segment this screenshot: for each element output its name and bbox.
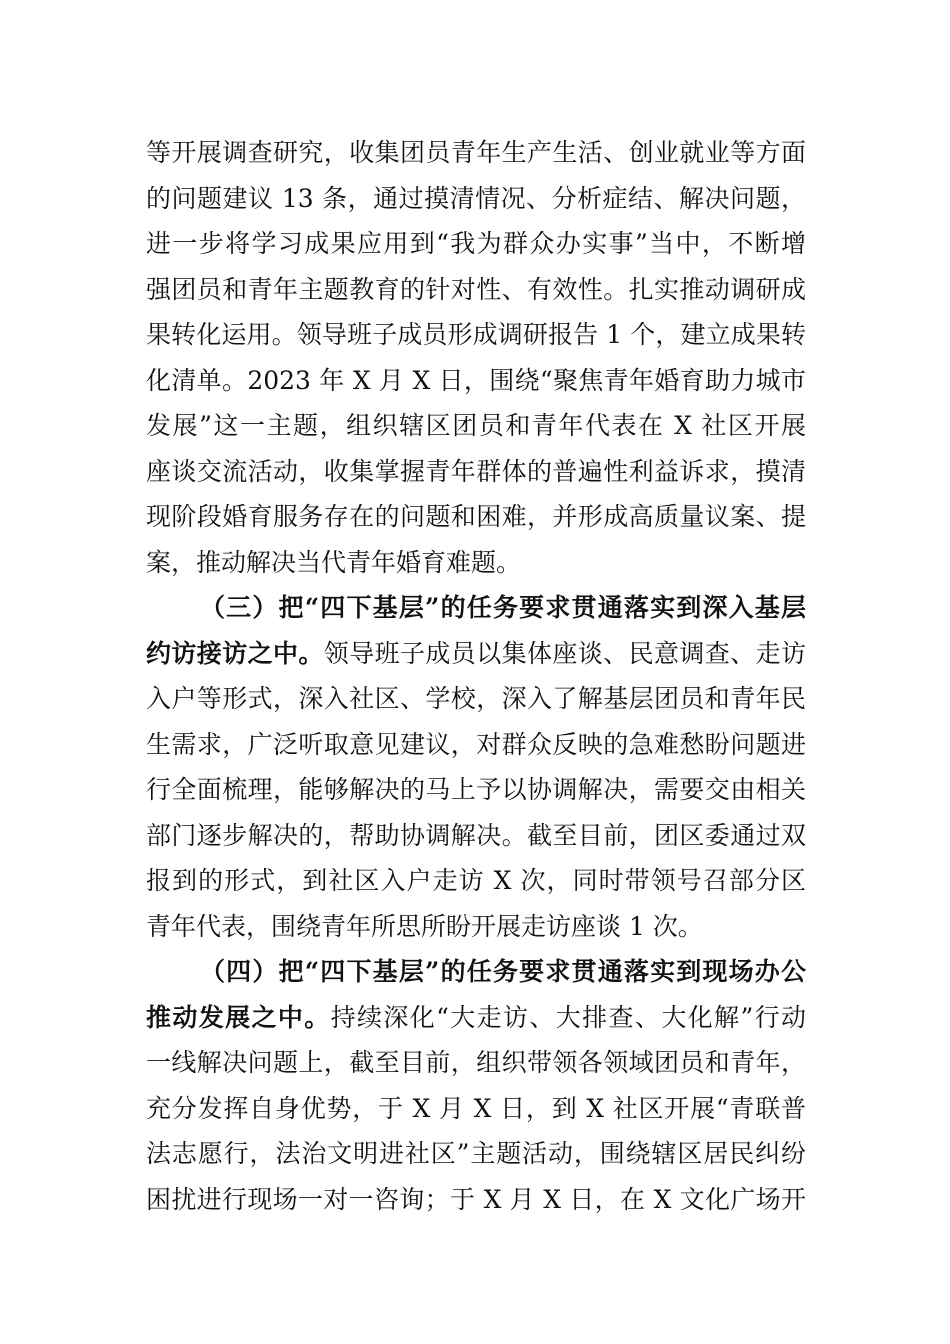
text-line: 案，推动解决当代青年婚育难题。 bbox=[146, 547, 522, 577]
section-heading-4: （四）把“四下基层”的任务要求贯通落实到现场办公 bbox=[200, 957, 806, 986]
text-line: 等开展调查研究，收集团员青年生产生活、创业就业等方面 bbox=[146, 138, 806, 167]
paragraph-3 bbox=[146, 949, 806, 1222]
text-line bbox=[146, 631, 806, 677]
paragraph-2 bbox=[146, 585, 806, 949]
text-line: 化清单。2023 年 X 月 X 日，围绕“聚焦青年婚育助力城市 bbox=[146, 365, 806, 395]
text-line: 行全面梳理，能够解决的马上予以协调解决，需要交由相关 bbox=[146, 775, 806, 804]
text-line: 困扰进行现场一对一咨询；于 X 月 X 日，在 X 文化广场开 bbox=[146, 1184, 806, 1214]
paragraph-1 bbox=[146, 130, 806, 585]
section-heading-3-continuation: 约访接访之中。 bbox=[146, 638, 324, 668]
section-heading-4-continuation: 推动发展之中。 bbox=[146, 1002, 331, 1032]
text-line: 座谈交流活动，收集掌握青年群体的普遍性利益诉求，摸清 bbox=[146, 456, 806, 486]
text-line: 果转化运用。领导班子成员形成调研报告 1 个，建立成果转 bbox=[146, 320, 806, 349]
text-line: 报到的形式，到社区入户走访 X 次，同时带领号召部分区 bbox=[146, 866, 806, 895]
document-body bbox=[146, 130, 806, 1222]
text-line: 现阶段婚育服务存在的问题和困难，并形成高质量议案、提 bbox=[146, 502, 806, 531]
text-line: 部门逐步解决的，帮助协调解决。截至目前，团区委通过双 bbox=[146, 820, 806, 850]
text-line: 进一步将学习成果应用到“我为群众办实事”当中，不断增 bbox=[146, 229, 806, 258]
text-line: 充分发挥自身优势，于 X 月 X 日，到 X 社区开展“青联普 bbox=[146, 1093, 806, 1123]
text-line: 入户等形式，深入社区、学校，深入了解基层团员和青年民 bbox=[146, 684, 806, 713]
text-line: 法志愿行，法治文明进社区”主题活动，围绕辖区居民纠纷 bbox=[146, 1139, 806, 1168]
section-heading-3: （三）把“四下基层”的任务要求贯通落实到深入基层 bbox=[200, 593, 806, 622]
text-line: 青年代表，围绕青年所思所盼开展走访座谈 1 次。 bbox=[146, 911, 703, 941]
text-run: 持续深化“大走访、大排查、大化解”行动 bbox=[330, 1002, 806, 1032]
text-line: 一线解决问题上，截至目前，组织带领各领域团员和青年， bbox=[146, 1048, 806, 1077]
text-line: 生需求，广泛听取意见建议，对群众反映的急难愁盼问题进 bbox=[146, 729, 806, 759]
text-line: 的问题建议 13 条，通过摸清情况、分析症结、解决问题， bbox=[146, 183, 806, 213]
text-line: 发展”这一主题，组织辖区团员和青年代表在 X 社区开展 bbox=[146, 411, 806, 440]
text-line: 强团员和青年主题教育的针对性、有效性。扎实推动调研成 bbox=[146, 274, 806, 304]
text-run: 领导班子成员以集体座谈、民意调查、走访 bbox=[323, 638, 806, 668]
text-line bbox=[146, 995, 806, 1041]
